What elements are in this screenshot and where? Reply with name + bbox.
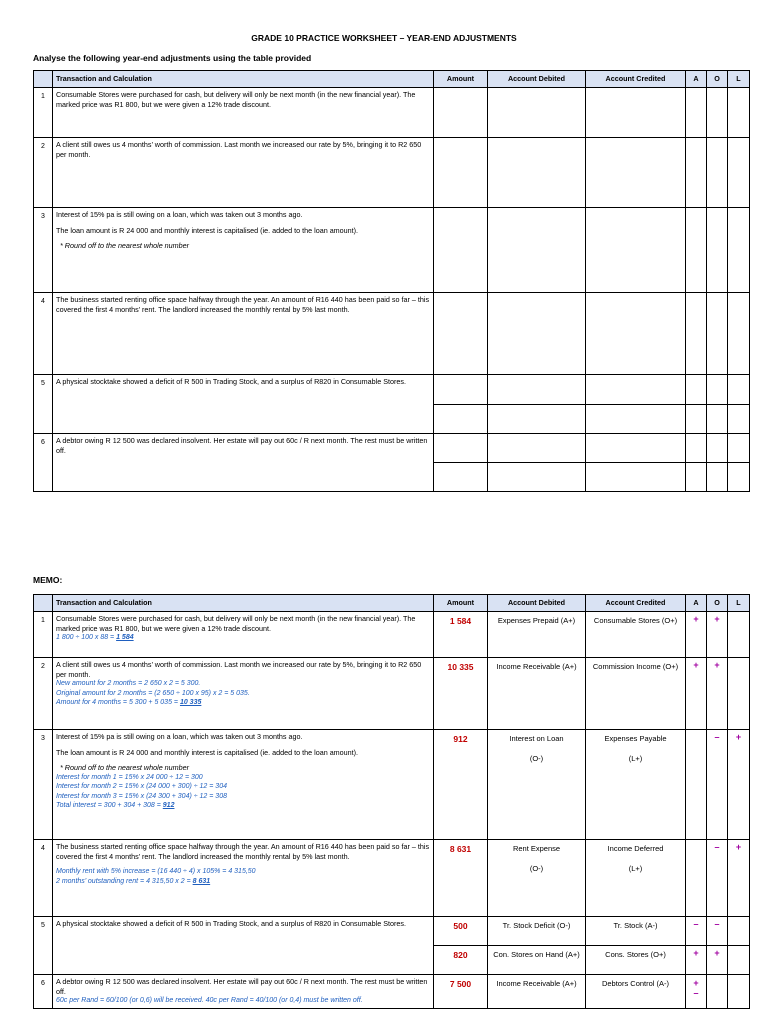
a-cell[interactable] xyxy=(686,138,707,208)
account-debited: Con. Stores on Hand (A+) xyxy=(488,946,586,975)
table-row xyxy=(34,658,750,730)
calculation: Monthly rent with 5% increase = (16 440 ÷ 4) x 105% = 4 315,50 xyxy=(56,868,256,875)
header-amount: Amount xyxy=(434,71,488,88)
o-cell[interactable] xyxy=(707,375,728,405)
l-effect xyxy=(728,658,750,730)
l-cell[interactable] xyxy=(728,138,750,208)
debit-cell[interactable] xyxy=(488,375,586,405)
transaction-cell xyxy=(53,917,434,975)
account-credited: Cons. Stores (O+) xyxy=(586,946,686,975)
o-cell[interactable] xyxy=(707,463,728,492)
table-row xyxy=(34,730,750,840)
debit-cell[interactable] xyxy=(488,208,586,293)
transaction-text: A client still owes us 4 months’ worth of commission. Last month we increased our rate by 5%, bringing it to R2 650 per month. xyxy=(56,140,422,159)
header-a: A xyxy=(686,71,707,88)
calculation: 1 800 ÷ 100 x 88 = 1 584 xyxy=(56,634,134,641)
l-cell[interactable] xyxy=(728,463,750,492)
header-transaction: Transaction and Calculation xyxy=(53,595,434,612)
a-cell[interactable] xyxy=(686,434,707,463)
account-debited: Interest on Loan (O-) xyxy=(488,730,586,840)
table-header-row xyxy=(34,595,750,612)
transaction-cell xyxy=(53,612,434,658)
header-l: L xyxy=(728,595,750,612)
debit-cell[interactable] xyxy=(488,138,586,208)
o-cell[interactable] xyxy=(707,138,728,208)
transaction-cell xyxy=(53,88,434,138)
transaction-cell xyxy=(53,375,434,434)
amount-cell[interactable] xyxy=(434,405,488,434)
row-number: 3 xyxy=(34,730,53,840)
credit-cell[interactable] xyxy=(586,375,686,405)
a-cell[interactable] xyxy=(686,463,707,492)
transaction-cell xyxy=(53,840,434,917)
calculation: 60c per Rand = 60/100 (or 0,6) will be received. 40c per Rand = 40/100 (or 0,4) must be written off. xyxy=(56,997,363,1004)
transaction-text: Consumable Stores were purchased for cash, but delivery will only be next month (in the new financial year). The marked price was R1 800, but we were given a 12% trade discount. xyxy=(56,614,416,633)
header-account-credited: Account Credited xyxy=(586,71,686,88)
worksheet-table xyxy=(33,70,750,492)
debit-cell[interactable] xyxy=(488,293,586,375)
account-credited: Debtors Control (A-) xyxy=(586,975,686,1009)
table-row xyxy=(34,293,750,375)
a-effect: + xyxy=(686,658,707,730)
calculation: Interest for month 2 = 15% x (24 000 + 300) ÷ 12 = 304 xyxy=(56,783,227,790)
amount-value: 820 xyxy=(434,946,488,975)
account-debited: Expenses Prepaid (A+) xyxy=(488,612,586,658)
rounding-note: * Round off to the nearest whole number xyxy=(60,241,190,250)
l-cell[interactable] xyxy=(728,434,750,463)
l-cell[interactable] xyxy=(728,405,750,434)
row-number: 3 xyxy=(34,208,53,293)
transaction-text: The business started renting office space halfway through the year. An amount of R16 440 has been paid so far – this covered the first 4 months’ rent. The landlord increased the monthly rental by 5% last month. xyxy=(56,295,430,314)
row-number: 4 xyxy=(34,840,53,917)
header-account-debited: Account Debited xyxy=(488,71,586,88)
a-effect xyxy=(686,840,707,917)
calculation: Original amount for 2 months = (2 650 ÷ 100 x 95) x 2 = 5 035. xyxy=(56,689,250,697)
table-row xyxy=(34,208,750,293)
transaction-cell xyxy=(53,730,434,840)
amount-cell[interactable] xyxy=(434,375,488,405)
row-number: 2 xyxy=(34,658,53,730)
worksheet-title: GRADE 10 PRACTICE WORKSHEET – YEAR-END ADJUSTMENTS xyxy=(251,33,517,43)
table-row xyxy=(34,434,750,463)
transaction-text: A physical stocktake showed a deficit of R 500 in Trading Stock, and a surplus of R820 in Consumable Stores. xyxy=(56,919,406,928)
l-cell[interactable] xyxy=(728,375,750,405)
transaction-cell xyxy=(53,138,434,208)
credit-cell[interactable] xyxy=(586,463,686,492)
debit-cell[interactable] xyxy=(488,463,586,492)
a-cell[interactable] xyxy=(686,293,707,375)
amount-cell[interactable] xyxy=(434,138,488,208)
account-credited: Income Deferred (L+) xyxy=(586,840,686,917)
amount-cell[interactable] xyxy=(434,208,488,293)
account-credited: Commission Income (O+) xyxy=(586,658,686,730)
debit-cell[interactable] xyxy=(488,434,586,463)
table-row xyxy=(34,917,750,946)
credit-cell[interactable] xyxy=(586,293,686,375)
transaction-text: A debtor owing R 12 500 was declared insolvent. Her estate will pay out 60c / R next month. The rest must be written off. xyxy=(56,977,428,996)
credit-cell[interactable] xyxy=(586,405,686,434)
l-effect xyxy=(728,917,750,946)
calculation: New amount for 2 months = 2 650 x 2 = 5 300. xyxy=(56,680,201,687)
amount-cell[interactable] xyxy=(434,88,488,138)
credit-cell[interactable] xyxy=(586,88,686,138)
calculation: 2 months’ outstanding rent = 4 315,50 x 2 = 8 631 xyxy=(56,877,211,885)
l-effect: + xyxy=(728,840,750,917)
l-effect: + xyxy=(728,730,750,840)
table-row xyxy=(34,840,750,917)
account-debited: Income Receivable (A+) xyxy=(488,975,586,1009)
a-cell[interactable] xyxy=(686,405,707,434)
o-effect: – xyxy=(707,917,728,946)
table-row xyxy=(34,138,750,208)
calculation: Total interest = 300 + 304 + 308 = 912 xyxy=(56,802,175,809)
table-row xyxy=(34,375,750,405)
amount-cell[interactable] xyxy=(434,463,488,492)
o-effect: – xyxy=(707,840,728,917)
row-number: 5 xyxy=(34,917,53,975)
o-effect: – xyxy=(707,730,728,840)
l-cell[interactable] xyxy=(728,88,750,138)
l-effect xyxy=(728,612,750,658)
a-cell[interactable] xyxy=(686,208,707,293)
transaction-text-2: The loan amount is R 24 000 and monthly interest is capitalised (ie. added to the loan amount). xyxy=(56,225,359,235)
transaction-text: A physical stocktake showed a deficit of R 500 in Trading Stock, and a surplus of R820 in Consumable Stores. xyxy=(56,377,406,386)
transaction-text-2: The loan amount is R 24 000 and monthly interest is capitalised (ie. added to the loan amount). xyxy=(56,747,359,757)
account-debited: Tr. Stock Deficit (O-) xyxy=(488,917,586,946)
account-credited: Expenses Payable (L+) xyxy=(586,730,686,840)
a-cell[interactable] xyxy=(686,88,707,138)
calculation: Interest for month 3 = 15% x (24 300 + 304) ÷ 12 = 308 xyxy=(56,792,227,800)
o-effect: + xyxy=(707,612,728,658)
o-cell[interactable] xyxy=(707,88,728,138)
amount-value: 10 335 xyxy=(434,658,488,730)
debit-cell[interactable] xyxy=(488,405,586,434)
account-credited: Consumable Stores (O+) xyxy=(586,612,686,658)
header-account-debited: Account Debited xyxy=(488,595,586,612)
a-effect: + xyxy=(686,946,707,975)
o-cell[interactable] xyxy=(707,208,728,293)
debit-cell[interactable] xyxy=(488,88,586,138)
transaction-text: A client still owes us 4 months’ worth of commission. Last month we increased our rate by 5%, bringing it to R2 650 per month. xyxy=(56,660,422,679)
account-credited: Tr. Stock (A-) xyxy=(586,917,686,946)
row-number: 4 xyxy=(34,293,53,375)
transaction-text: Interest of 15% pa is still owing on a loan, which was taken out 3 months ago. xyxy=(56,210,303,219)
a-effect: + xyxy=(686,612,707,658)
o-effect: + xyxy=(707,658,728,730)
header-o: O xyxy=(707,71,728,88)
table-header-row xyxy=(34,71,750,88)
table-row xyxy=(34,88,750,138)
transaction-cell xyxy=(53,293,434,375)
amount-value: 8 631 xyxy=(434,840,488,917)
table-row xyxy=(34,975,750,1009)
transaction-text: Interest of 15% pa is still owing on a loan, which was taken out 3 months ago. xyxy=(56,732,303,741)
o-cell[interactable] xyxy=(707,293,728,375)
l-cell[interactable] xyxy=(728,208,750,293)
o-effect xyxy=(707,975,728,1009)
credit-cell[interactable] xyxy=(586,208,686,293)
l-cell[interactable] xyxy=(728,293,750,375)
row-number: 6 xyxy=(34,975,53,1009)
header-l: L xyxy=(728,71,750,88)
transaction-text: A debtor owing R 12 500 was declared insolvent. Her estate will pay out 60c / R next month. The rest must be written off. xyxy=(56,436,428,455)
rounding-note: * Round off to the nearest whole number xyxy=(60,763,190,772)
transaction-cell xyxy=(53,975,434,1009)
row-number: 5 xyxy=(34,375,53,434)
o-cell[interactable] xyxy=(707,434,728,463)
a-cell[interactable] xyxy=(686,375,707,405)
o-effect: + xyxy=(707,946,728,975)
l-effect xyxy=(728,975,750,1009)
a-effect: – xyxy=(686,917,707,946)
transaction-cell xyxy=(53,658,434,730)
amount-value: 1 584 xyxy=(434,612,488,658)
transaction-cell xyxy=(53,434,434,492)
amount-cell[interactable] xyxy=(434,293,488,375)
header-transaction: Transaction and Calculation xyxy=(53,71,434,88)
instruction-text: Analyse the following year-end adjustments using the table provided xyxy=(33,53,312,63)
o-cell[interactable] xyxy=(707,405,728,434)
header-a: A xyxy=(686,595,707,612)
calculation: Amount for 4 months = 5 300 + 5 035 = 10 335 xyxy=(56,699,202,706)
header-account-credited: Account Credited xyxy=(586,595,686,612)
row-number: 1 xyxy=(34,612,53,658)
amount-value: 7 500 xyxy=(434,975,488,1009)
header-amount: Amount xyxy=(434,595,488,612)
row-number: 1 xyxy=(34,88,53,138)
memo-table xyxy=(33,594,750,1009)
transaction-text: The business started renting office space halfway through the year. An amount of R16 440 has been paid so far – this covered the first 4 months’ rent. The landlord increased the monthly rental by 5% last month. xyxy=(56,842,430,861)
account-debited: Rent Expense (O-) xyxy=(488,840,586,917)
table-row xyxy=(34,612,750,658)
a-effect: + – xyxy=(686,975,707,1009)
row-number: 2 xyxy=(34,138,53,208)
account-debited: Income Receivable (A+) xyxy=(488,658,586,730)
amount-value: 500 xyxy=(434,917,488,946)
credit-cell[interactable] xyxy=(586,434,686,463)
header-o: O xyxy=(707,595,728,612)
transaction-cell xyxy=(53,208,434,293)
transaction-text: Consumable Stores were purchased for cash, but delivery will only be next month (in the new financial year). The marked price was R1 800, but we were given a 12% trade discount. xyxy=(56,90,416,109)
a-effect xyxy=(686,730,707,840)
memo-label: MEMO: xyxy=(33,575,63,585)
calculation: Interest for month 1 = 15% x 24 000 ÷ 12 = 300 xyxy=(56,773,203,781)
credit-cell[interactable] xyxy=(586,138,686,208)
amount-value: 912 xyxy=(434,730,488,840)
amount-cell[interactable] xyxy=(434,434,488,463)
row-number: 6 xyxy=(34,434,53,492)
l-effect xyxy=(728,946,750,975)
